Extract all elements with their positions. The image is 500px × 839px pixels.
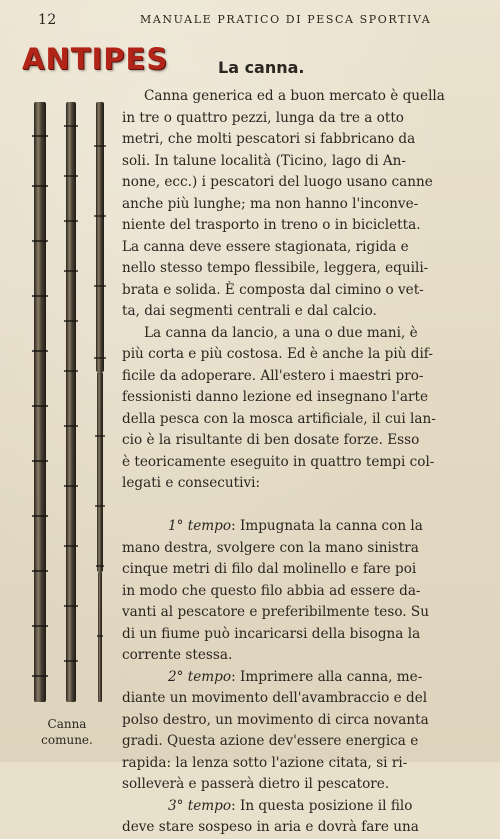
fishing-rods-drawing [28,96,118,718]
text-line: di un fiume può incaricarsi della bisogna la [122,625,421,642]
text-line: brata e solida. È composta dal cimino o vet- [122,281,424,298]
text-line: rapida: la lenza sotto l'azione citata, si ri- [122,754,408,771]
text-line: Canna generica ed a buon mercato è quella [144,88,445,104]
text-line: legati e consecutivi: [122,475,261,491]
text-line: mano destra, svolgere con la mano sinistra [122,539,419,556]
text-line: più corta e più costosa. Ed è anche la più dif- [122,346,433,362]
section-title: La canna. [218,58,305,77]
text-line: solleverà e passerà dietro il pescatore. [122,776,390,792]
antipes-watermark: ANTIPES [22,42,169,76]
tempo-label: 2° tempo [168,668,232,685]
text-line: diante un movimento dell'avambraccio e del [122,690,428,706]
text-line: metri, che molti pescatori si fabbricano da [122,131,416,147]
text-line: cinque metri di filo dal molinello e fare poi [122,561,417,577]
rod-middle [64,102,78,702]
page-header [0,12,500,34]
text-line: niente del trasporto in treno o in bicicletta. [122,217,421,233]
figure-caption [28,716,106,748]
text-line: della pesca con la mosca artificiale, il cui lan- [122,410,436,427]
body-text [122,86,484,839]
text-spacer [122,495,484,517]
text-line: La canna deve essere stagionata, rigida e [122,238,409,255]
text-line: none, ecc.) i pescatori del luogo usano canne [122,174,433,190]
text-line: ficile da adoperare. All'estero i maestri pro- [122,367,424,384]
text-line: soli. In talune località (Ticino, lago di An- [122,152,407,169]
text-line: ta, dai segmenti centrali e dal calcio. [122,303,377,319]
rod-left [32,102,48,702]
tempo-label: 3° tempo [168,797,232,814]
text-line: anche più lunghe; ma non hanno l'inconve- [122,195,419,212]
text-line: è teoricamente eseguito in quattro tempi col- [122,453,435,470]
running-head: MANUALE PRATICO DI PESCA SPORTIVA [140,13,432,26]
fishing-rod-illustration [28,96,118,718]
caption-line-1: Canna [47,717,87,731]
text-line: cio è la risultante di ben dosate forze. Esso [122,432,420,448]
text-line: 3° tempo: In questa posizione il filo [168,797,413,814]
text-line: in tre o quattro pezzi, lunga da tre a otto [122,109,404,126]
text-line: polso destro, un movimento di circa novanta [122,711,429,728]
text-line: gradi. Questa azione dev'essere energica e [122,733,419,749]
text-line: vanti al pescatore e preferibilmente teso. Su [122,604,429,620]
text-line: corrente stessa. [122,647,233,663]
text-line: 1° tempo: Impugnata la canna con la [168,518,423,534]
rod-right [94,102,106,702]
page-number: 12 [38,12,57,28]
text-line: nello stesso tempo flessibile, leggera, equili- [122,260,429,276]
text-line: in modo che questo filo abbia ad essere da- [122,582,421,599]
tempo-label: 1° tempo [168,518,232,534]
text-line: La canna da lancio, a una o due mani, è [144,324,418,341]
caption-line-2: comune. [41,733,93,747]
text-line: fessionisti danno lezione ed insegnano l'arte [122,389,429,405]
text-line: 2° tempo: Imprimere alla canna, me- [168,668,423,685]
text-line: deve stare sospeso in aria e dovrà fare una [122,819,419,835]
